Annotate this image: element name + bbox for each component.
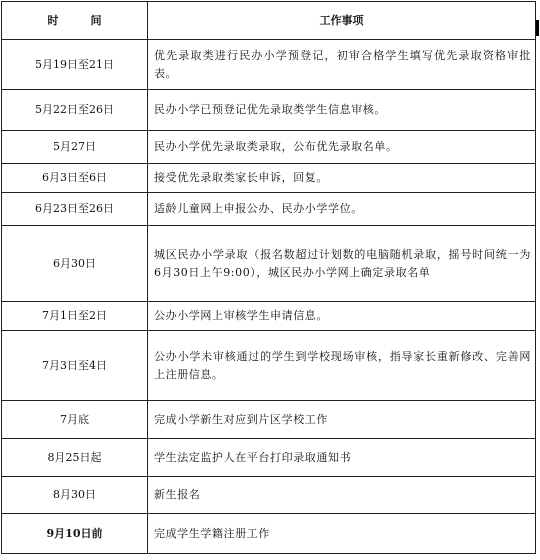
task-cell: 公办小学未审核通过的学生到学校现场审核，指导家长重新修改、完善网上注册信息。 xyxy=(148,331,536,401)
task-cell: 优先录取类进行民办小学预登记，初审合格学生填写优先录取资格审批表。 xyxy=(148,40,536,90)
time-cell: 7月3日至4日 xyxy=(2,331,148,401)
time-cell: 7月1日至2日 xyxy=(2,302,148,331)
task-cell: 公办小学网上审核学生申请信息。 xyxy=(148,302,536,331)
time-cell: 9月10日前 xyxy=(2,514,148,554)
time-cell: 6月23日至26日 xyxy=(2,193,148,226)
margin-marker xyxy=(536,20,539,36)
time-cell: 7月底 xyxy=(2,401,148,439)
table-row xyxy=(2,90,536,131)
table-row xyxy=(2,477,536,514)
header-row xyxy=(2,2,536,40)
table-row xyxy=(2,331,536,401)
task-cell: 适龄儿童网上申报公办、民办小学学位。 xyxy=(148,193,536,226)
time-cell: 5月22日至26日 xyxy=(2,90,148,131)
time-cell: 5月27日 xyxy=(2,131,148,164)
task-cell: 完成小学新生对应到片区学校工作 xyxy=(148,401,536,439)
task-cell: 民办小学已预登记优先录取类学生信息审核。 xyxy=(148,90,536,131)
table-row xyxy=(2,439,536,477)
time-cell: 6月3日至6日 xyxy=(2,164,148,193)
task-cell: 新生报名 xyxy=(148,477,536,514)
task-cell: 城区民办小学录取（报名数超过计划数的电脑随机录取，摇号时间统一为6月30日上午9:00），城区民办小学网上确定录取名单 xyxy=(148,226,536,302)
table-row xyxy=(2,193,536,226)
task-cell: 接受优先录取类家长申诉，回复。 xyxy=(148,164,536,193)
task-cell: 学生法定监护人在平台打印录取通知书 xyxy=(148,439,536,477)
task-cell: 民办小学优先录取类录取，公布优先录取名单。 xyxy=(148,131,536,164)
task-cell: 完成学生学籍注册工作 xyxy=(148,514,536,554)
time-cell: 6月30日 xyxy=(2,226,148,302)
time-cell: 8月25日起 xyxy=(2,439,148,477)
time-cell: 8月30日 xyxy=(2,477,148,514)
header-time: 时间 xyxy=(2,2,148,40)
table-row xyxy=(2,131,536,164)
table-row xyxy=(2,401,536,439)
table-row xyxy=(2,226,536,302)
table-row xyxy=(2,302,536,331)
table-row xyxy=(2,164,536,193)
enrollment-schedule-table xyxy=(1,1,536,554)
time-cell: 5月19日至21日 xyxy=(2,40,148,90)
table-row xyxy=(2,40,536,90)
table-row xyxy=(2,514,536,554)
header-task: 工作事项 xyxy=(148,2,536,40)
